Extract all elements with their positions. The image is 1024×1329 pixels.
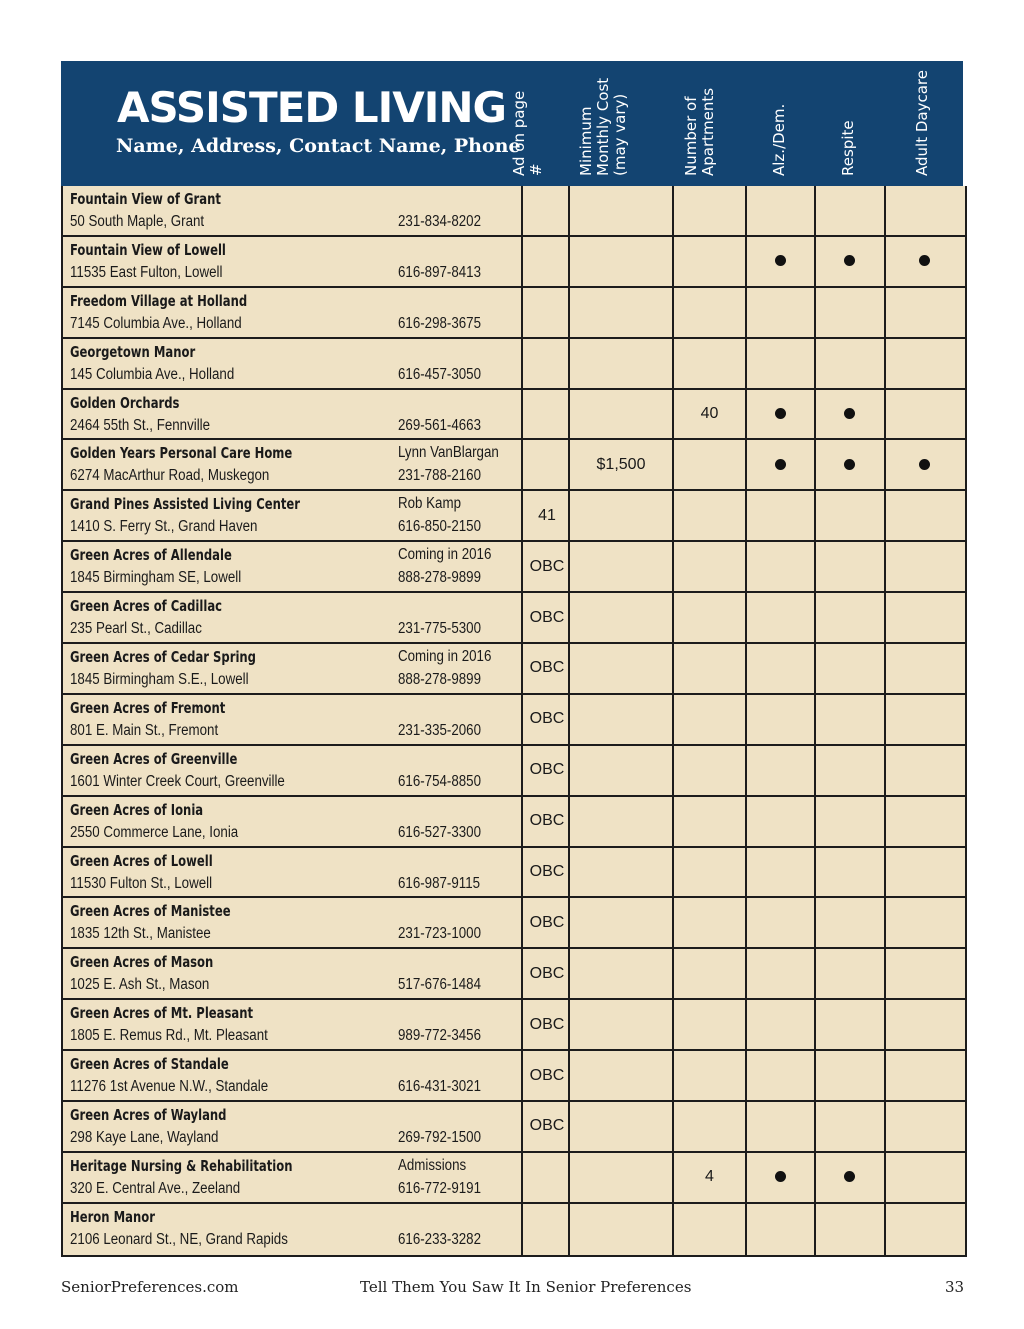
facility-name: Green Acres of Mt. Pleasant bbox=[70, 1004, 254, 1023]
cell-ad bbox=[521, 542, 568, 591]
cell-value: 41 bbox=[538, 506, 556, 524]
table-row bbox=[63, 746, 965, 797]
facility-name: Fountain View of Grant bbox=[70, 190, 221, 208]
cell-cost bbox=[568, 440, 672, 489]
facility-contact: Admissions bbox=[398, 1156, 467, 1174]
cell-daycare bbox=[884, 949, 963, 998]
cell-ad bbox=[521, 644, 568, 693]
cell-alz bbox=[745, 898, 814, 947]
facility-phone: 269-561-4663 bbox=[398, 416, 482, 434]
footer-website: SeniorPreferences.com bbox=[61, 1278, 239, 1296]
facility-phone: 616-897-8413 bbox=[398, 263, 482, 281]
facility-phone: 616-527-3300 bbox=[398, 823, 482, 841]
facility-name: Golden Orchards bbox=[70, 393, 180, 412]
facility-name: Green Acres of Greenville bbox=[70, 749, 238, 768]
cell-daycare bbox=[884, 593, 963, 642]
cell-alz bbox=[745, 1102, 814, 1151]
cell-alz bbox=[745, 339, 814, 388]
facility-address: 145 Columbia Ave., Holland bbox=[70, 365, 235, 383]
facility-address: 2464 55th St., Fennville bbox=[70, 416, 211, 434]
facility-name: Green Acres of Standale bbox=[70, 1055, 229, 1074]
cell-cost bbox=[568, 695, 672, 744]
facility-address: 6274 MacArthur Road, Muskegon bbox=[70, 467, 270, 485]
facility-name: Green Acres of Mason bbox=[70, 953, 214, 972]
cell-daycare bbox=[884, 898, 963, 947]
facility-address: 298 Kaye Lane, Wayland bbox=[70, 1129, 219, 1147]
cell-apartments bbox=[672, 746, 745, 795]
cell-daycare bbox=[884, 542, 963, 591]
column-header-label: Number of Apartments bbox=[681, 87, 717, 176]
table-row bbox=[63, 593, 965, 644]
cell-respite bbox=[814, 1000, 884, 1049]
facility-address: 50 South Maple, Grant bbox=[70, 213, 205, 230]
cell-cost bbox=[568, 491, 672, 540]
cell-respite bbox=[814, 898, 884, 947]
facility-phone: 888-278-9899 bbox=[398, 671, 482, 689]
cell-ad bbox=[521, 1204, 568, 1255]
table-row bbox=[63, 695, 965, 746]
cell-value: 4 bbox=[705, 1168, 714, 1186]
facility-phone: 231-335-2060 bbox=[398, 721, 482, 739]
cell-daycare bbox=[884, 848, 963, 897]
cell-value: 40 bbox=[700, 405, 719, 422]
cell-respite bbox=[814, 1051, 884, 1100]
cell-cost bbox=[568, 644, 672, 693]
facility-name: Green Acres of Lowell bbox=[70, 851, 213, 870]
cell-cost bbox=[568, 1102, 672, 1151]
table-header bbox=[61, 61, 963, 186]
cell-daycare bbox=[884, 695, 963, 744]
page-title: ASSISTED LIVING bbox=[117, 83, 506, 132]
cell-apartments bbox=[672, 593, 745, 642]
footer-page-number: 33 bbox=[945, 1278, 965, 1296]
facility-name: Green Acres of Fremont bbox=[70, 698, 226, 717]
cell-apartments bbox=[672, 797, 745, 846]
cell-apartments bbox=[672, 1000, 745, 1049]
cell-value: OBC bbox=[529, 812, 565, 830]
cell-alz bbox=[745, 288, 814, 337]
cell-cost bbox=[568, 1153, 672, 1202]
cell-ad bbox=[521, 237, 568, 286]
table-row bbox=[63, 237, 965, 288]
cell-respite bbox=[814, 1153, 884, 1202]
cell-apartments bbox=[672, 1102, 745, 1151]
cell-alz bbox=[745, 237, 814, 286]
cell-cost bbox=[568, 949, 672, 998]
facility-phone: 616-850-2150 bbox=[398, 518, 482, 536]
cell-apartments bbox=[672, 1204, 745, 1255]
cell-respite bbox=[814, 186, 884, 235]
cell-ad bbox=[521, 593, 568, 642]
column-header-label: Adult Daycare bbox=[912, 70, 931, 176]
cell-value: OBC bbox=[529, 1015, 565, 1033]
cell-respite bbox=[814, 390, 884, 439]
facility-phone: 517-676-1484 bbox=[398, 976, 482, 994]
cell-cost bbox=[568, 186, 672, 235]
facility-phone: 269-792-1500 bbox=[398, 1129, 482, 1147]
cell-alz bbox=[745, 1204, 814, 1255]
bullet-icon bbox=[844, 1171, 855, 1182]
cell-ad bbox=[521, 695, 568, 744]
facility-name: Georgetown Manor bbox=[70, 342, 196, 361]
column-header-label: Ad on page # bbox=[509, 90, 545, 176]
column-header-apartments bbox=[672, 61, 745, 186]
facility-address: 1025 E. Ash St., Mason bbox=[70, 976, 210, 994]
cell-daycare bbox=[884, 288, 963, 337]
cell-ad bbox=[521, 1102, 568, 1151]
cell-ad bbox=[521, 390, 568, 439]
facility-name: Fountain View of Lowell bbox=[70, 240, 226, 259]
facility-name: Green Acres of Cedar Spring bbox=[70, 648, 257, 667]
table-row bbox=[63, 390, 965, 441]
cell-cost bbox=[568, 1204, 672, 1255]
cell-alz bbox=[745, 644, 814, 693]
facility-address: 1845 Birmingham SE, Lowell bbox=[70, 569, 242, 587]
cell-respite bbox=[814, 695, 884, 744]
facility-phone: 231-723-1000 bbox=[398, 925, 482, 943]
facility-phone: 888-278-9899 bbox=[398, 569, 482, 587]
cell-apartments bbox=[672, 491, 745, 540]
bullet-icon bbox=[844, 255, 855, 266]
facility-phone: 616-772-9191 bbox=[398, 1179, 482, 1197]
cell-ad bbox=[521, 949, 568, 998]
table-row bbox=[63, 1000, 965, 1051]
cell-alz bbox=[745, 797, 814, 846]
cell-alz bbox=[745, 1051, 814, 1100]
facility-name: Green Acres of Manistee bbox=[70, 902, 231, 921]
cell-apartments bbox=[672, 949, 745, 998]
cell-value: OBC bbox=[529, 557, 565, 575]
facility-table bbox=[61, 186, 967, 1257]
cell-ad bbox=[521, 898, 568, 947]
cell-daycare bbox=[884, 644, 963, 693]
facility-phone: 616-431-3021 bbox=[398, 1078, 482, 1096]
cell-cost bbox=[568, 1000, 672, 1049]
cell-respite bbox=[814, 1102, 884, 1151]
facility-phone: 231-775-5300 bbox=[398, 620, 482, 638]
cell-alz bbox=[745, 440, 814, 489]
facility-phone: 231-834-8202 bbox=[398, 213, 482, 230]
facility-address: 11276 1st Avenue N.W., Standale bbox=[70, 1078, 269, 1096]
bullet-icon bbox=[775, 1171, 786, 1182]
cell-alz bbox=[745, 491, 814, 540]
facility-address: 2550 Commerce Lane, Ionia bbox=[70, 823, 239, 841]
facility-contact: Coming in 2016 bbox=[398, 546, 492, 564]
bullet-icon bbox=[919, 255, 930, 266]
table-row bbox=[63, 949, 965, 1000]
cell-apartments bbox=[672, 1051, 745, 1100]
cell-cost bbox=[568, 898, 672, 947]
cell-apartments bbox=[672, 237, 745, 286]
cell-value: OBC bbox=[529, 608, 565, 626]
cell-ad bbox=[521, 491, 568, 540]
facility-address: 320 E. Central Ave., Zeeland bbox=[70, 1179, 241, 1197]
cell-apartments bbox=[672, 186, 745, 235]
bullet-icon bbox=[775, 459, 786, 470]
facility-name: Green Acres of Cadillac bbox=[70, 597, 223, 616]
table-row bbox=[63, 1204, 965, 1255]
column-header-label: Alz./Dem. bbox=[769, 103, 788, 176]
cell-cost bbox=[568, 848, 672, 897]
column-header-min-cost bbox=[570, 61, 672, 186]
cell-cost bbox=[568, 339, 672, 388]
cell-respite bbox=[814, 949, 884, 998]
facility-address: 1805 E. Remus Rd., Mt. Pleasant bbox=[70, 1027, 268, 1045]
cell-cost bbox=[568, 237, 672, 286]
facility-phone: 616-754-8850 bbox=[398, 772, 482, 790]
cell-value: OBC bbox=[529, 659, 565, 677]
facility-name: Green Acres of Wayland bbox=[70, 1106, 227, 1125]
cell-daycare bbox=[884, 746, 963, 795]
cell-alz bbox=[745, 390, 814, 439]
cell-respite bbox=[814, 644, 884, 693]
cell-respite bbox=[814, 491, 884, 540]
facility-address: 235 Pearl St., Cadillac bbox=[70, 620, 202, 638]
column-header-ad-page bbox=[509, 61, 570, 186]
cell-respite bbox=[814, 848, 884, 897]
cell-respite bbox=[814, 542, 884, 591]
cell-ad bbox=[521, 440, 568, 489]
facility-contact: Rob Kamp bbox=[398, 495, 461, 513]
cell-apartments bbox=[672, 1153, 745, 1202]
facility-address: 1601 Winter Creek Court, Greenville bbox=[70, 772, 285, 790]
table-row bbox=[63, 491, 965, 542]
cell-value: OBC bbox=[529, 710, 565, 728]
cell-daycare bbox=[884, 491, 963, 540]
facility-phone: 616-233-3282 bbox=[398, 1230, 482, 1248]
table-row bbox=[63, 797, 965, 848]
cell-respite bbox=[814, 440, 884, 489]
cell-alz bbox=[745, 695, 814, 744]
facility-address: 11530 Fulton St., Lowell bbox=[70, 874, 213, 892]
table-row bbox=[63, 186, 965, 237]
table-row bbox=[63, 848, 965, 899]
cell-daycare bbox=[884, 1000, 963, 1049]
bullet-icon bbox=[919, 459, 930, 470]
table-row bbox=[63, 440, 965, 491]
cell-cost bbox=[568, 288, 672, 337]
cell-respite bbox=[814, 593, 884, 642]
cell-ad bbox=[521, 288, 568, 337]
cell-ad bbox=[521, 1153, 568, 1202]
cell-daycare bbox=[884, 1051, 963, 1100]
cell-apartments bbox=[672, 898, 745, 947]
table-row bbox=[63, 542, 965, 593]
cell-apartments bbox=[672, 288, 745, 337]
facility-name: Grand Pines Assisted Living Center bbox=[70, 495, 301, 514]
cell-ad bbox=[521, 746, 568, 795]
cell-apartments bbox=[672, 440, 745, 489]
cell-value: $1,500 bbox=[596, 455, 646, 473]
page-subtitle: Name, Address, Contact Name, Phone bbox=[116, 135, 521, 157]
cell-alz bbox=[745, 1000, 814, 1049]
table-row bbox=[63, 288, 965, 339]
facility-phone: 616-987-9115 bbox=[398, 874, 481, 892]
cell-apartments bbox=[672, 390, 745, 439]
cell-apartments bbox=[672, 339, 745, 388]
bullet-icon bbox=[844, 408, 855, 419]
cell-daycare bbox=[884, 339, 963, 388]
facility-name: Heron Manor bbox=[70, 1207, 155, 1226]
cell-apartments bbox=[672, 848, 745, 897]
bullet-icon bbox=[844, 459, 855, 470]
footer-tagline: Tell Them You Saw It In Senior Preferences bbox=[360, 1278, 692, 1296]
cell-respite bbox=[814, 288, 884, 337]
table-row bbox=[63, 1102, 965, 1153]
facility-address: 7145 Columbia Ave., Holland bbox=[70, 314, 242, 332]
facility-contact: Coming in 2016 bbox=[398, 648, 492, 666]
cell-respite bbox=[814, 746, 884, 795]
table-row bbox=[63, 339, 965, 390]
cell-respite bbox=[814, 237, 884, 286]
cell-alz bbox=[745, 746, 814, 795]
table-row bbox=[63, 898, 965, 949]
cell-value: OBC bbox=[529, 863, 565, 881]
cell-respite bbox=[814, 339, 884, 388]
cell-ad bbox=[521, 1000, 568, 1049]
facility-phone: 989-772-3456 bbox=[398, 1027, 482, 1045]
cell-value: OBC bbox=[529, 761, 565, 779]
cell-apartments bbox=[672, 542, 745, 591]
cell-cost bbox=[568, 746, 672, 795]
cell-ad bbox=[521, 186, 568, 235]
cell-value: OBC bbox=[529, 913, 565, 931]
cell-cost bbox=[568, 1051, 672, 1100]
cell-daycare bbox=[884, 1204, 963, 1255]
cell-daycare bbox=[884, 390, 963, 439]
cell-daycare bbox=[884, 1153, 963, 1202]
cell-apartments bbox=[672, 644, 745, 693]
facility-contact: Lynn VanBlargan bbox=[398, 444, 499, 462]
facility-phone: 616-457-3050 bbox=[398, 365, 482, 383]
table-row bbox=[63, 1153, 965, 1204]
facility-address: 2106 Leonard St., NE, Grand Rapids bbox=[70, 1230, 288, 1248]
facility-name: Green Acres of Ionia bbox=[70, 800, 204, 819]
facility-address: 801 E. Main St., Fremont bbox=[70, 721, 219, 739]
cell-ad bbox=[521, 797, 568, 846]
cell-respite bbox=[814, 797, 884, 846]
facility-name: Golden Years Personal Care Home bbox=[70, 444, 293, 463]
column-header-alz-dem bbox=[745, 61, 814, 186]
cell-cost bbox=[568, 797, 672, 846]
column-header-label: Minimum Monthly Cost (may vary) bbox=[577, 77, 629, 176]
cell-daycare bbox=[884, 186, 963, 235]
facility-phone: 231-788-2160 bbox=[398, 467, 482, 485]
cell-value: OBC bbox=[529, 964, 565, 982]
cell-daycare bbox=[884, 797, 963, 846]
cell-value: OBC bbox=[529, 1066, 565, 1084]
table-row bbox=[63, 644, 965, 695]
cell-cost bbox=[568, 593, 672, 642]
facility-name: Green Acres of Allendale bbox=[70, 546, 232, 565]
facility-name: Heritage Nursing & Rehabilitation bbox=[70, 1156, 293, 1175]
cell-value: OBC bbox=[529, 1117, 565, 1135]
cell-alz bbox=[745, 848, 814, 897]
facility-address: 1845 Birmingham S.E., Lowell bbox=[70, 671, 249, 689]
bullet-icon bbox=[775, 255, 786, 266]
cell-cost bbox=[568, 542, 672, 591]
cell-alz bbox=[745, 1153, 814, 1202]
cell-daycare bbox=[884, 237, 963, 286]
facility-address: 1410 S. Ferry St., Grand Haven bbox=[70, 518, 258, 536]
cell-ad bbox=[521, 1051, 568, 1100]
cell-alz bbox=[745, 593, 814, 642]
cell-respite bbox=[814, 1204, 884, 1255]
cell-daycare bbox=[884, 1102, 963, 1151]
cell-ad bbox=[521, 339, 568, 388]
cell-alz bbox=[745, 186, 814, 235]
column-header-respite bbox=[814, 61, 884, 186]
cell-apartments bbox=[672, 695, 745, 744]
cell-ad bbox=[521, 848, 568, 897]
facility-name: Freedom Village at Holland bbox=[70, 291, 248, 310]
cell-cost bbox=[568, 390, 672, 439]
facility-phone: 616-298-3675 bbox=[398, 314, 482, 332]
cell-alz bbox=[745, 542, 814, 591]
cell-daycare bbox=[884, 440, 963, 489]
facility-address: 11535 East Fulton, Lowell bbox=[70, 263, 223, 281]
column-header-label: Respite bbox=[839, 120, 857, 176]
table-row bbox=[63, 1051, 965, 1102]
bullet-icon bbox=[775, 408, 786, 419]
facility-address: 1835 12th St., Manistee bbox=[70, 925, 211, 943]
column-header-adult-daycare bbox=[884, 61, 961, 186]
cell-alz bbox=[745, 949, 814, 998]
